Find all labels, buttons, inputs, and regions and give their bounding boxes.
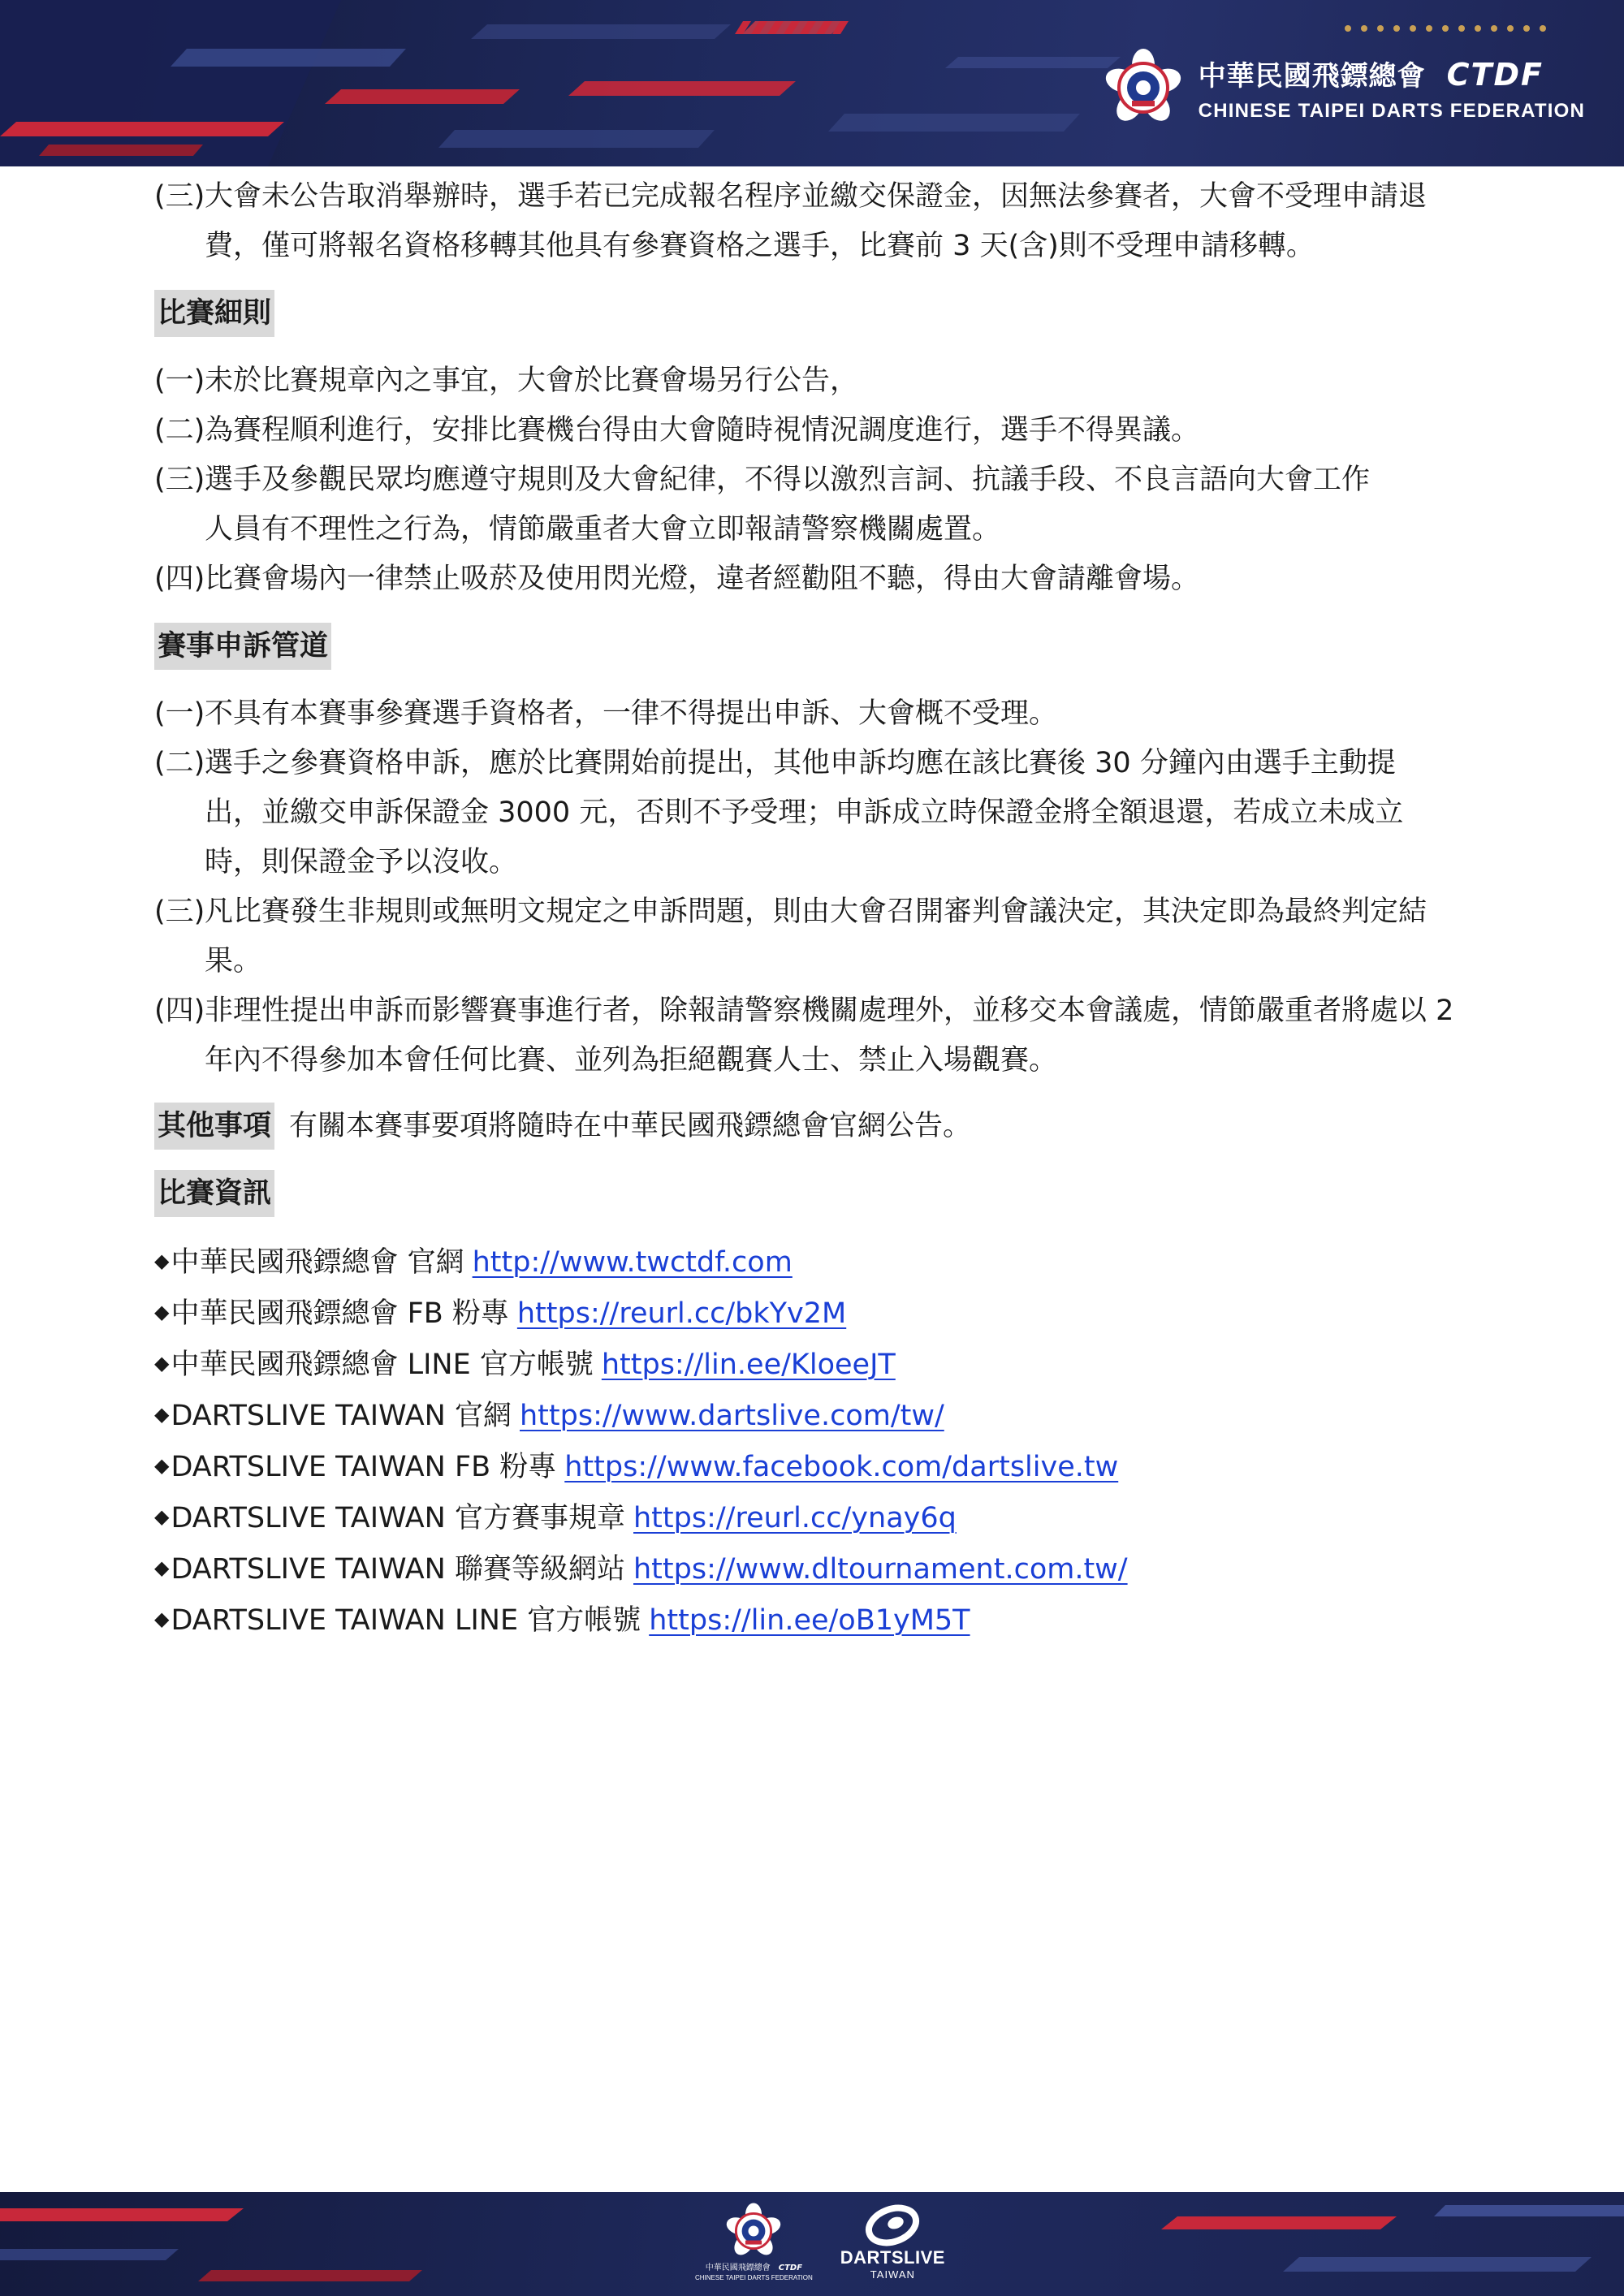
item-text: 為賽程順利進行，安排比賽機台得由大會隨時視情況調度進行，選手不得異議。 bbox=[205, 414, 1200, 447]
footer-dartslive-logo bbox=[840, 2203, 945, 2281]
item-text: 大會未公告取消舉辦時，選手若已完成報名程序並繳交保證金，因無法參賽者，大會不受理申請退費，僅可將報名資格移轉其他具有參賽資格之選手，比賽前 3 天(含)則不受理申請移轉。 bbox=[205, 180, 1427, 262]
header-banner bbox=[0, 0, 1624, 166]
item-number: (二) bbox=[154, 747, 205, 779]
footer-ctdf-cn: 中華民國飛鏢總會 bbox=[705, 2264, 771, 2272]
link-label: DARTSLIVE TAIWAN FB 粉專 bbox=[171, 1451, 557, 1483]
link-label: DARTSLIVE TAIWAN 官網 bbox=[171, 1400, 512, 1432]
item-text: 凡比賽發生非規則或無明文規定之申訴問題，則由大會召開審判會議決定，其決定即為最終判定結果。 bbox=[205, 896, 1427, 978]
dartslive-facebook-link[interactable]: https://www.facebook.com/dartslive.tw bbox=[564, 1451, 1119, 1483]
link-label: 中華民國飛鏢總會 官網 bbox=[171, 1246, 464, 1279]
dartslive-line-link[interactable]: https://lin.ee/oB1yM5T bbox=[649, 1604, 970, 1637]
diamond-bullet-icon: ◆ bbox=[154, 1249, 170, 1272]
item-number: (一) bbox=[154, 365, 205, 397]
item-text: 比賽會場內一律禁止吸菸及使用閃光燈，違者經勸阻不聽，得由大會請離會場。 bbox=[205, 563, 1200, 595]
org-name-cn: 中華民國飛鏢總會 bbox=[1198, 59, 1426, 93]
diamond-bullet-icon: ◆ bbox=[154, 1454, 170, 1477]
dartslive-swirl-icon bbox=[860, 2203, 925, 2247]
link-row-ctdf-fb bbox=[154, 1288, 1478, 1339]
dartslive-league-link[interactable]: https://www.dltournament.com.tw/ bbox=[633, 1553, 1128, 1586]
diamond-bullet-icon: ◆ bbox=[154, 1301, 170, 1323]
rules-list bbox=[154, 356, 1478, 604]
list-item bbox=[154, 406, 1478, 455]
other-matters bbox=[154, 1102, 1478, 1151]
section-heading-rules: 比賽細則 bbox=[154, 290, 274, 337]
link-row-ctdf-line bbox=[154, 1339, 1478, 1390]
item-number: (四) bbox=[154, 563, 205, 595]
link-row-dartslive-fb bbox=[154, 1441, 1478, 1492]
link-label: DARTSLIVE TAIWAN 官方賽事規章 bbox=[171, 1502, 625, 1534]
ctdf-emblem-icon bbox=[1103, 47, 1184, 128]
list-item bbox=[154, 689, 1478, 739]
section-heading-info: 比賽資訊 bbox=[154, 1170, 274, 1217]
link-row-dartslive-line bbox=[154, 1595, 1478, 1646]
item-text: 選手之參賽資格申訴，應於比賽開始前提出，其他申訴均應在該比賽後 30 分鐘內由選手主動提出，並繳交申訴保證金 3000 元，否則不予受理；申訴成立時保證金將全額退還，若成立未成立時，則保證金予以沒收。 bbox=[205, 747, 1404, 878]
footer-dartslive-name: DARTSLIVE bbox=[840, 2246, 945, 2268]
list-item bbox=[154, 555, 1478, 604]
list-item bbox=[154, 739, 1478, 887]
link-row-dartslive-league bbox=[154, 1543, 1478, 1595]
item-number: (三) bbox=[154, 180, 205, 213]
list-item bbox=[154, 455, 1478, 555]
org-abbreviation: CTDF bbox=[1446, 56, 1544, 93]
link-label: DARTSLIVE TAIWAN LINE 官方帳號 bbox=[171, 1604, 641, 1637]
dartslive-rules-link[interactable]: https://reurl.cc/ynay6q bbox=[633, 1502, 957, 1534]
item-number: (二) bbox=[154, 414, 205, 447]
item-text: 不具有本賽事參賽選手資格者，一律不得提出申訴、大會概不受理。 bbox=[205, 697, 1058, 730]
link-label: DARTSLIVE TAIWAN 聯賽等級網站 bbox=[171, 1553, 625, 1586]
link-row-ctdf-site bbox=[154, 1236, 1478, 1288]
section-heading-appeals: 賽事申訴管道 bbox=[154, 623, 331, 670]
document-body bbox=[154, 172, 1478, 1646]
appeals-list bbox=[154, 689, 1478, 1085]
footer-dartslive-sub: TAIWAN bbox=[870, 2268, 915, 2281]
diamond-bullet-icon: ◆ bbox=[154, 1352, 170, 1375]
ctdf-line-link[interactable]: https://lin.ee/KloeeJT bbox=[601, 1349, 896, 1381]
item-text: 選手及參觀民眾均應遵守規則及大會紀律，不得以激烈言詞、抗議手段、不良言語向大會工作人員有不理性之行為，情節嚴重者大會立即報請警察機關處置。 bbox=[205, 464, 1371, 546]
footer-ctdf-abbr: CTDF bbox=[778, 2264, 803, 2272]
item-number: (一) bbox=[154, 697, 205, 730]
list-item bbox=[154, 986, 1478, 1085]
link-row-dartslive-rules bbox=[154, 1492, 1478, 1543]
link-row-dartslive-site bbox=[154, 1390, 1478, 1441]
item-text: 非理性提出申訴而影響賽事進行者，除報請警察機關處理外，並移交本會議處，情節嚴重者將處以 2 年內不得參加本會任何比賽、並列為拒絕觀賽人士、禁止入場觀賽。 bbox=[205, 995, 1454, 1077]
item-number: (三) bbox=[154, 464, 205, 496]
org-name-en: CHINESE TAIPEI DARTS FEDERATION bbox=[1198, 99, 1585, 122]
item-number: (四) bbox=[154, 995, 205, 1027]
dartslive-website-link[interactable]: https://www.dartslive.com/tw/ bbox=[520, 1400, 944, 1432]
footer-logos bbox=[695, 2202, 945, 2281]
refund-rule-item bbox=[154, 172, 1478, 271]
diamond-bullet-icon: ◆ bbox=[154, 1608, 170, 1630]
link-label: 中華民國飛鏢總會 LINE 官方帳號 bbox=[171, 1349, 594, 1381]
section-heading-other: 其他事項 bbox=[154, 1103, 274, 1150]
item-number: (三) bbox=[154, 896, 205, 928]
item-text: 未於比賽規章內之事宜，大會於比賽會場另行公告， bbox=[205, 365, 859, 397]
ctdf-brand bbox=[1103, 47, 1585, 128]
list-item bbox=[154, 356, 1478, 406]
diamond-bullet-icon: ◆ bbox=[154, 1403, 170, 1426]
ctdf-facebook-link[interactable]: https://reurl.cc/bkYv2M bbox=[516, 1297, 847, 1330]
footer-ctdf-en: CHINESE TAIPEI DARTS FEDERATION bbox=[695, 2274, 813, 2281]
footer-ctdf-logo bbox=[695, 2202, 813, 2281]
ctdf-emblem-icon bbox=[724, 2202, 783, 2260]
diamond-bullet-icon: ◆ bbox=[154, 1556, 170, 1579]
ctdf-website-link[interactable]: http://www.twctdf.com bbox=[472, 1246, 793, 1279]
info-links bbox=[154, 1236, 1478, 1646]
diamond-bullet-icon: ◆ bbox=[154, 1505, 170, 1528]
footer-banner bbox=[0, 2192, 1624, 2296]
link-label: 中華民國飛鏢總會 FB 粉專 bbox=[171, 1297, 509, 1330]
other-text: 有關本賽事要項將隨時在中華民國飛鏢總會官網公告。 bbox=[289, 1110, 972, 1142]
list-item bbox=[154, 887, 1478, 986]
